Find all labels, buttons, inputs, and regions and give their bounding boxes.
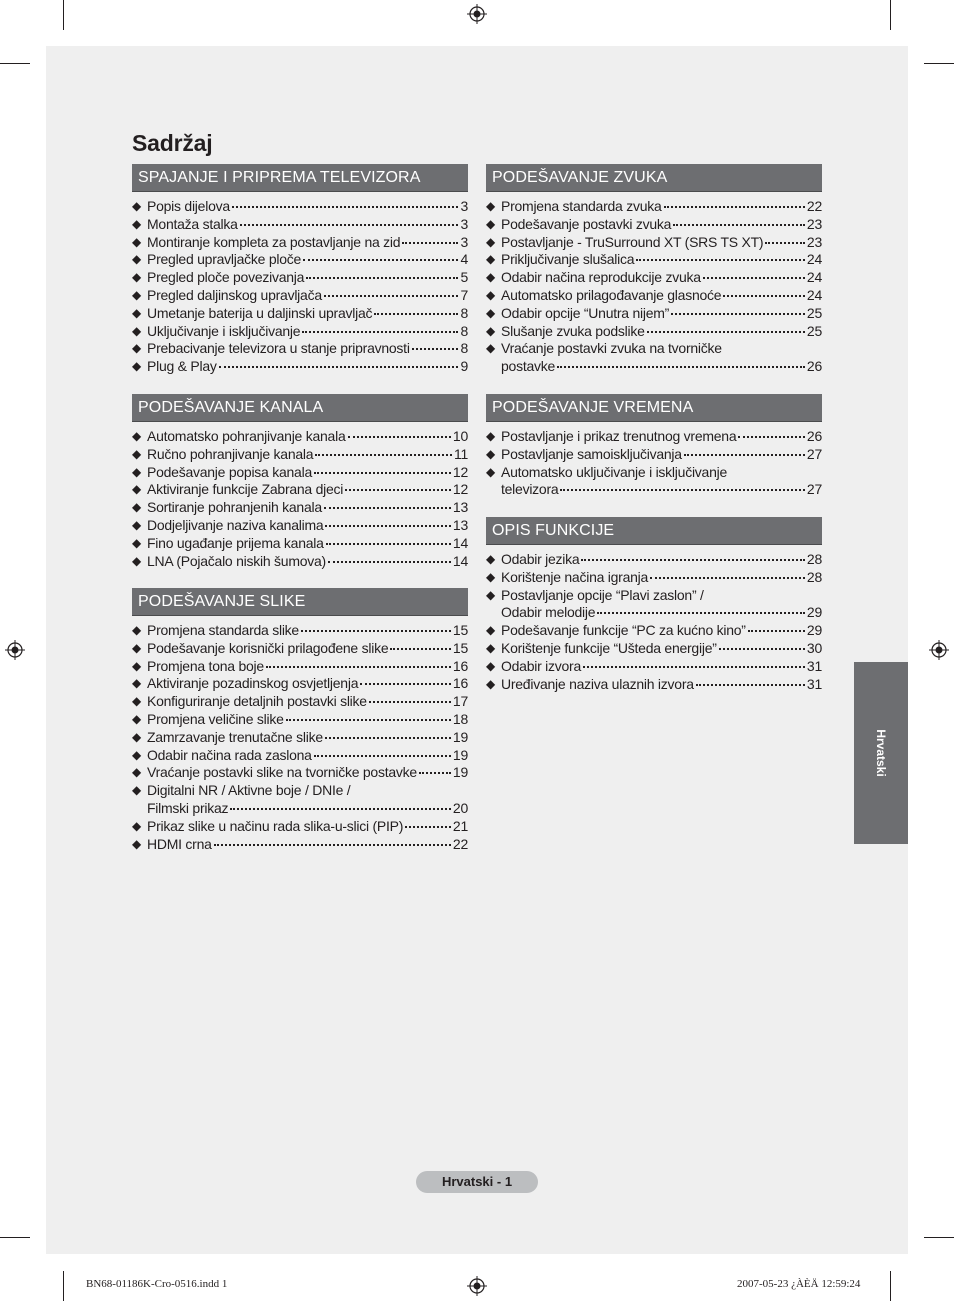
dot-leader bbox=[326, 543, 451, 545]
toc-entry[interactable] bbox=[132, 836, 468, 854]
dot-leader bbox=[266, 666, 451, 668]
dot-leader bbox=[647, 331, 805, 333]
dot-leader bbox=[301, 630, 451, 632]
toc-entry[interactable] bbox=[132, 464, 468, 482]
toc-entry[interactable] bbox=[132, 747, 468, 765]
toc-entry[interactable] bbox=[132, 446, 468, 464]
dot-leader bbox=[703, 277, 805, 279]
dot-leader bbox=[581, 559, 804, 561]
diamond-bullet-icon: ◆ bbox=[132, 270, 141, 285]
toc-page-number: 12 bbox=[452, 481, 468, 498]
crop-mark bbox=[63, 0, 64, 30]
dot-leader bbox=[748, 630, 805, 632]
registration-mark-icon bbox=[5, 640, 25, 660]
toc-entry-list bbox=[132, 428, 468, 570]
toc-entry-label: Korištenje načina igranja bbox=[501, 568, 649, 585]
dot-leader bbox=[324, 507, 451, 509]
toc-entry-label: Podešavanje korisnički prilagođene slike bbox=[147, 639, 389, 656]
toc-entry[interactable] bbox=[132, 782, 468, 818]
toc-entry-label: Odabir izvora bbox=[501, 657, 582, 674]
dot-leader bbox=[324, 295, 459, 297]
diamond-bullet-icon: ◆ bbox=[486, 569, 495, 584]
crop-mark bbox=[890, 0, 891, 30]
dot-leader bbox=[328, 561, 451, 563]
toc-entry[interactable] bbox=[486, 305, 822, 323]
toc-entry[interactable] bbox=[486, 287, 822, 305]
toc-entry-label: Podešavanje popisa kanala bbox=[147, 463, 312, 480]
toc-entry[interactable] bbox=[486, 251, 822, 269]
toc-entry-label: Montaža stalka bbox=[147, 215, 238, 232]
dot-leader bbox=[348, 436, 451, 438]
toc-entry-label: Promjena standarda zvuka bbox=[501, 198, 662, 214]
toc-entry-label: Prikaz slike u načinu rada slika-u-slici (PIP) bbox=[147, 817, 404, 834]
toc-page-number: 7 bbox=[460, 286, 468, 303]
toc-entry-label: Uključivanje i isključivanje bbox=[147, 322, 301, 339]
diamond-bullet-icon: ◆ bbox=[132, 553, 141, 568]
toc-page-number: 10 bbox=[452, 428, 468, 444]
toc-page-number: 22 bbox=[806, 198, 822, 214]
diamond-bullet-icon: ◆ bbox=[132, 216, 141, 231]
dot-leader bbox=[719, 648, 805, 650]
toc-section-picture bbox=[132, 588, 468, 853]
toc-entry-label: Ručno pohranjivanje kanala bbox=[147, 445, 314, 462]
dot-leader bbox=[696, 684, 805, 686]
toc-entry[interactable] bbox=[132, 323, 468, 341]
toc-entry-list bbox=[486, 428, 822, 499]
toc-entry[interactable] bbox=[132, 198, 468, 216]
toc-entry-list bbox=[486, 551, 822, 693]
registration-mark-icon bbox=[467, 4, 487, 24]
toc-entry[interactable] bbox=[486, 216, 822, 234]
toc-page-number: 19 bbox=[452, 746, 468, 763]
diamond-bullet-icon: ◆ bbox=[132, 446, 141, 461]
toc-entry[interactable] bbox=[486, 323, 822, 341]
dot-leader bbox=[369, 701, 451, 703]
toc-entry-label: Vraćanje postavki zvuka na tvorničke bbox=[501, 340, 722, 357]
toc-entry[interactable] bbox=[132, 675, 468, 693]
toc-entry-label: Odabir načina reprodukcije zvuka bbox=[501, 269, 701, 286]
toc-entry-label: Digitalni NR / Aktivne boje / DNIe / bbox=[147, 782, 351, 799]
dot-leader bbox=[583, 666, 805, 668]
toc-page-number: 16 bbox=[452, 657, 468, 674]
dot-leader bbox=[219, 366, 459, 368]
toc-page-number: 24 bbox=[806, 251, 822, 268]
toc-entry-list bbox=[132, 622, 468, 853]
toc-entry[interactable] bbox=[486, 676, 822, 694]
toc-page-number: 8 bbox=[460, 322, 468, 339]
toc-entry-label-continued: Odabir melodije bbox=[501, 604, 596, 621]
toc-entry[interactable] bbox=[132, 640, 468, 658]
toc-entry[interactable] bbox=[132, 305, 468, 323]
toc-entry-label: Priključivanje slušalica bbox=[501, 251, 635, 268]
toc-entry[interactable] bbox=[132, 693, 468, 711]
toc-entry-label: Aktiviranje funkcije Zabrana djeci bbox=[147, 481, 344, 498]
toc-entry[interactable] bbox=[486, 464, 822, 500]
toc-entry[interactable] bbox=[486, 446, 822, 464]
dot-leader bbox=[557, 366, 805, 368]
page-title: Sadržaj bbox=[132, 130, 213, 156]
toc-page-number: 23 bbox=[806, 215, 822, 232]
toc-page-number: 24 bbox=[806, 269, 822, 286]
diamond-bullet-icon: ◆ bbox=[132, 747, 141, 762]
diamond-bullet-icon: ◆ bbox=[132, 694, 141, 709]
toc-entry[interactable] bbox=[132, 658, 468, 676]
toc-entry[interactable] bbox=[132, 234, 468, 252]
toc-entry-list bbox=[486, 198, 822, 376]
toc-page-number: 13 bbox=[452, 516, 468, 533]
toc-entry[interactable] bbox=[132, 729, 468, 747]
diamond-bullet-icon: ◆ bbox=[132, 323, 141, 338]
toc-entry-label: Postavljanje opcije “Plavi zaslon” / bbox=[501, 586, 704, 603]
diamond-bullet-icon: ◆ bbox=[132, 517, 141, 532]
toc-entry-label-continued: Filmski prikaz bbox=[147, 799, 229, 816]
toc-entry-label: Umetanje baterija u daljinski upravljač bbox=[147, 304, 373, 321]
dot-leader bbox=[303, 259, 458, 261]
toc-entry-label: Fino ugađanje prijema kanala bbox=[147, 534, 324, 551]
diamond-bullet-icon: ◆ bbox=[486, 446, 495, 461]
toc-entry-label: Prebacivanje televizora u stanje pripravnosti bbox=[147, 340, 410, 357]
toc-entry-label: Korištenje funkcije “Ušteda energije” bbox=[501, 639, 717, 656]
toc-section-functions bbox=[486, 517, 822, 693]
toc-entry[interactable] bbox=[486, 551, 822, 569]
toc-entry-label: Uređivanje naziva ulaznih izvora bbox=[501, 675, 694, 692]
diamond-bullet-icon: ◆ bbox=[132, 676, 141, 691]
toc-entry[interactable] bbox=[132, 622, 468, 640]
toc-entry-label-continued: televizora bbox=[501, 481, 559, 498]
dot-leader bbox=[240, 224, 459, 226]
toc-entry-label: Automatsko uključivanje i isključivanje bbox=[501, 463, 728, 480]
toc-entry-label: LNA (Pojačalo niskih šumova) bbox=[147, 552, 326, 569]
toc-entry-label: Automatsko prilagođavanje glasnoće bbox=[501, 286, 722, 303]
toc-page-number: 23 bbox=[806, 233, 822, 250]
toc-entry-label-continued: postavke bbox=[501, 358, 556, 375]
diamond-bullet-icon: ◆ bbox=[132, 359, 141, 374]
toc-page-number: 20 bbox=[452, 799, 468, 816]
toc-entry[interactable] bbox=[486, 269, 822, 287]
dot-leader bbox=[360, 683, 451, 685]
dot-leader bbox=[684, 454, 805, 456]
crop-mark bbox=[924, 1237, 954, 1238]
toc-entry[interactable] bbox=[132, 216, 468, 234]
toc-entry-label: Popis dijelova bbox=[147, 198, 230, 214]
diamond-bullet-icon: ◆ bbox=[132, 623, 141, 637]
diamond-bullet-icon: ◆ bbox=[486, 252, 495, 267]
diamond-bullet-icon: ◆ bbox=[486, 587, 495, 602]
toc-entry-label: Pregled daljinskog upravljača bbox=[147, 286, 322, 303]
dot-leader bbox=[723, 295, 805, 297]
diamond-bullet-icon: ◆ bbox=[132, 429, 141, 443]
toc-entry-label: Podešavanje funkcije “PC za kućno kino” bbox=[501, 622, 746, 639]
toc-entry-label: Odabir načina rada zaslona bbox=[147, 746, 312, 763]
dot-leader bbox=[402, 242, 458, 244]
toc-page-number: 8 bbox=[460, 340, 468, 357]
crop-mark bbox=[890, 1271, 891, 1301]
toc-page-number: 19 bbox=[452, 764, 468, 781]
toc-entry[interactable] bbox=[132, 711, 468, 729]
toc-entry[interactable] bbox=[486, 340, 822, 376]
toc-entry[interactable] bbox=[132, 553, 468, 571]
dot-leader bbox=[597, 612, 805, 614]
diamond-bullet-icon: ◆ bbox=[132, 234, 141, 249]
diamond-bullet-icon: ◆ bbox=[132, 199, 141, 213]
toc-entry-label: Pregled upravljačke ploče bbox=[147, 251, 302, 268]
dot-leader bbox=[671, 313, 805, 315]
dot-leader bbox=[302, 331, 458, 333]
diamond-bullet-icon: ◆ bbox=[132, 341, 141, 356]
diamond-bullet-icon: ◆ bbox=[132, 305, 141, 320]
toc-page-number: 25 bbox=[806, 304, 822, 321]
toc-section-connections bbox=[132, 164, 468, 376]
diamond-bullet-icon: ◆ bbox=[486, 429, 495, 443]
toc-entry[interactable] bbox=[132, 340, 468, 358]
toc-page-number: 5 bbox=[460, 269, 468, 286]
diamond-bullet-icon: ◆ bbox=[132, 482, 141, 497]
toc-entry-label: HDMI crna bbox=[147, 835, 212, 852]
toc-page-number: 25 bbox=[806, 322, 822, 339]
toc-entry-label: Pregled ploče povezivanja bbox=[147, 269, 305, 286]
dot-leader bbox=[315, 454, 452, 456]
toc-entry-label: Vraćanje postavki slike na tvorničke postavke bbox=[147, 764, 417, 781]
diamond-bullet-icon: ◆ bbox=[486, 658, 495, 673]
diamond-bullet-icon: ◆ bbox=[486, 305, 495, 320]
registration-mark-icon bbox=[467, 1276, 487, 1296]
toc-entry-label: Zamrzavanje trenutačne slike bbox=[147, 728, 323, 745]
toc-entry-list bbox=[132, 198, 468, 376]
toc-page-number: 28 bbox=[806, 568, 822, 585]
toc-entry[interactable] bbox=[132, 481, 468, 499]
toc-entry-label: Konfiguriranje detaljnih postavki slike bbox=[147, 693, 367, 710]
toc-entry-label: Podešavanje postavki zvuka bbox=[501, 215, 672, 232]
toc-page-number: 29 bbox=[806, 604, 822, 621]
toc-page-number: 3 bbox=[460, 215, 468, 232]
toc-page-number: 19 bbox=[452, 728, 468, 745]
dot-leader bbox=[650, 577, 805, 579]
toc-entry-label: Promjena veličine slike bbox=[147, 710, 284, 727]
diamond-bullet-icon: ◆ bbox=[132, 711, 141, 726]
diamond-bullet-icon: ◆ bbox=[486, 640, 495, 655]
toc-entry[interactable] bbox=[132, 499, 468, 517]
toc-entry[interactable] bbox=[132, 358, 468, 376]
toc-section-sound bbox=[486, 164, 822, 376]
toc-entry-label: Postavljanje - TruSurround XT (SRS TS XT) bbox=[501, 233, 764, 250]
toc-page-number: 16 bbox=[452, 675, 468, 692]
toc-page-number: 4 bbox=[460, 251, 468, 268]
toc-page-number: 14 bbox=[452, 552, 468, 569]
toc-section-channels bbox=[132, 394, 468, 570]
toc-entry[interactable] bbox=[486, 658, 822, 676]
toc-entry[interactable] bbox=[132, 818, 468, 836]
toc-entry[interactable] bbox=[132, 269, 468, 287]
toc-page-number: 26 bbox=[806, 428, 822, 444]
toc-page-number: 30 bbox=[806, 639, 822, 656]
diamond-bullet-icon: ◆ bbox=[132, 287, 141, 302]
diamond-bullet-icon: ◆ bbox=[486, 234, 495, 249]
dot-leader bbox=[405, 826, 451, 828]
dot-leader bbox=[314, 755, 451, 757]
crop-mark bbox=[63, 1271, 64, 1301]
section-heading: OPIS FUNKCIJE bbox=[486, 517, 822, 545]
diamond-bullet-icon: ◆ bbox=[132, 640, 141, 655]
toc-entry-label: Automatsko pohranjivanje kanala bbox=[147, 428, 346, 444]
toc-page-number: 15 bbox=[452, 622, 468, 638]
side-tab-label: Hrvatski bbox=[874, 729, 888, 777]
toc-page-number: 31 bbox=[806, 675, 822, 692]
diamond-bullet-icon: ◆ bbox=[486, 287, 495, 302]
toc-page-number: 13 bbox=[452, 499, 468, 516]
section-heading: PODEŠAVANJE ZVUKA bbox=[486, 164, 822, 192]
toc-entry-label: Postavljanje i prikaz trenutnog vremena bbox=[501, 428, 737, 444]
toc-page-number: 26 bbox=[806, 358, 822, 375]
toc-entry[interactable] bbox=[132, 517, 468, 535]
diamond-bullet-icon: ◆ bbox=[132, 783, 141, 798]
toc-entry-label: Odabir jezika bbox=[501, 551, 580, 567]
toc-entry-label: Postavljanje samoisključivanja bbox=[501, 445, 682, 462]
toc-entry-label: Aktiviranje pozadinskog osvjetljenja bbox=[147, 675, 359, 692]
toc-entry[interactable] bbox=[486, 587, 822, 623]
toc-entry[interactable] bbox=[132, 535, 468, 553]
dot-leader bbox=[664, 206, 805, 208]
diamond-bullet-icon: ◆ bbox=[132, 836, 141, 851]
toc-entry-label: Montiranje kompleta za postavljanje na zid bbox=[147, 233, 401, 250]
toc-page-number: 18 bbox=[452, 710, 468, 727]
crop-mark bbox=[924, 63, 954, 64]
toc-page-number: 12 bbox=[452, 463, 468, 480]
diamond-bullet-icon: ◆ bbox=[486, 676, 495, 691]
toc-page-number: 29 bbox=[806, 622, 822, 639]
toc-page-number: 15 bbox=[452, 639, 468, 656]
diamond-bullet-icon: ◆ bbox=[132, 535, 141, 550]
toc-entry-label: Slušanje zvuka podslike bbox=[501, 322, 645, 339]
toc-page-number: 14 bbox=[452, 534, 468, 551]
section-heading: SPAJANJE I PRIPREMA TELEVIZORA bbox=[132, 164, 468, 192]
diamond-bullet-icon: ◆ bbox=[132, 729, 141, 744]
section-heading: PODEŠAVANJE SLIKE bbox=[132, 588, 468, 616]
slug-timestamp: 2007-05-23 ¿ÀÈÄ 12:59:24 bbox=[737, 1278, 861, 1290]
toc-entry-label: Promjena tona boje bbox=[147, 657, 264, 674]
section-heading: PODEŠAVANJE KANALA bbox=[132, 394, 468, 422]
toc-entry[interactable] bbox=[486, 640, 822, 658]
dot-leader bbox=[325, 737, 451, 739]
toc-page-number: 11 bbox=[453, 445, 468, 462]
dot-leader bbox=[306, 277, 458, 279]
diamond-bullet-icon: ◆ bbox=[132, 464, 141, 479]
toc-entry[interactable] bbox=[486, 234, 822, 252]
section-heading: PODEŠAVANJE VREMENA bbox=[486, 394, 822, 422]
toc-entry[interactable] bbox=[486, 428, 822, 446]
slug-file-info: BN68-01186K-Cro-0516.indd 1 bbox=[86, 1278, 228, 1290]
toc-page-number: 24 bbox=[806, 286, 822, 303]
toc-page-number: 9 bbox=[460, 358, 468, 375]
dot-leader bbox=[419, 772, 451, 774]
dot-leader bbox=[636, 259, 805, 261]
toc-page-number: 27 bbox=[806, 445, 822, 462]
toc-page-number: 3 bbox=[460, 233, 468, 250]
dot-leader bbox=[325, 525, 451, 527]
diamond-bullet-icon: ◆ bbox=[486, 464, 495, 479]
toc-page-number: 27 bbox=[806, 481, 822, 498]
diamond-bullet-icon: ◆ bbox=[132, 500, 141, 515]
toc-entry-label: Sortiranje pohranjenih kanala bbox=[147, 499, 322, 516]
dot-leader bbox=[230, 808, 451, 810]
toc-page-number: 28 bbox=[806, 551, 822, 567]
toc-entry[interactable] bbox=[486, 622, 822, 640]
dot-leader bbox=[232, 206, 459, 208]
diamond-bullet-icon: ◆ bbox=[486, 552, 495, 566]
dot-leader bbox=[374, 313, 458, 315]
crop-mark bbox=[0, 1237, 30, 1238]
dot-leader bbox=[560, 489, 805, 491]
toc-entry-label: Promjena standarda slike bbox=[147, 622, 299, 638]
dot-leader bbox=[673, 224, 805, 226]
diamond-bullet-icon: ◆ bbox=[132, 765, 141, 780]
toc-entry[interactable] bbox=[486, 569, 822, 587]
diamond-bullet-icon: ◆ bbox=[132, 658, 141, 673]
toc-entry-label: Odabir opcije “Unutra nijem” bbox=[501, 304, 670, 321]
toc-page-number: 8 bbox=[460, 304, 468, 321]
toc-entry[interactable] bbox=[486, 198, 822, 216]
dot-leader bbox=[738, 436, 805, 438]
page-number-footer: Hrvatski - 1 bbox=[416, 1171, 538, 1193]
toc-page-number: 17 bbox=[452, 693, 468, 710]
registration-mark-icon bbox=[929, 640, 949, 660]
toc-page-number: 22 bbox=[452, 835, 468, 852]
dot-leader bbox=[286, 719, 451, 721]
toc-entry[interactable] bbox=[132, 251, 468, 269]
crop-mark bbox=[0, 63, 30, 64]
toc-page-number: 31 bbox=[806, 657, 822, 674]
language-side-tab bbox=[854, 662, 908, 844]
toc-page-number: 3 bbox=[460, 198, 468, 214]
toc-entry[interactable] bbox=[132, 428, 468, 446]
dot-leader bbox=[345, 489, 451, 491]
dot-leader bbox=[314, 472, 451, 474]
diamond-bullet-icon: ◆ bbox=[486, 199, 495, 213]
toc-entry-label: Dodjeljivanje naziva kanalima bbox=[147, 516, 324, 533]
dot-leader bbox=[765, 242, 805, 244]
dot-leader bbox=[412, 348, 459, 350]
dot-leader bbox=[390, 648, 451, 650]
toc-page-number: 21 bbox=[452, 817, 468, 834]
dot-leader bbox=[214, 844, 451, 846]
diamond-bullet-icon: ◆ bbox=[486, 323, 495, 338]
toc-section-time bbox=[486, 394, 822, 499]
diamond-bullet-icon: ◆ bbox=[486, 623, 495, 638]
toc-entry[interactable] bbox=[132, 287, 468, 305]
diamond-bullet-icon: ◆ bbox=[132, 818, 141, 833]
toc-entry-label: Plug & Play bbox=[147, 358, 217, 375]
diamond-bullet-icon: ◆ bbox=[486, 341, 495, 356]
toc-entry[interactable] bbox=[132, 764, 468, 782]
diamond-bullet-icon: ◆ bbox=[132, 252, 141, 267]
diamond-bullet-icon: ◆ bbox=[486, 270, 495, 285]
diamond-bullet-icon: ◆ bbox=[486, 216, 495, 231]
